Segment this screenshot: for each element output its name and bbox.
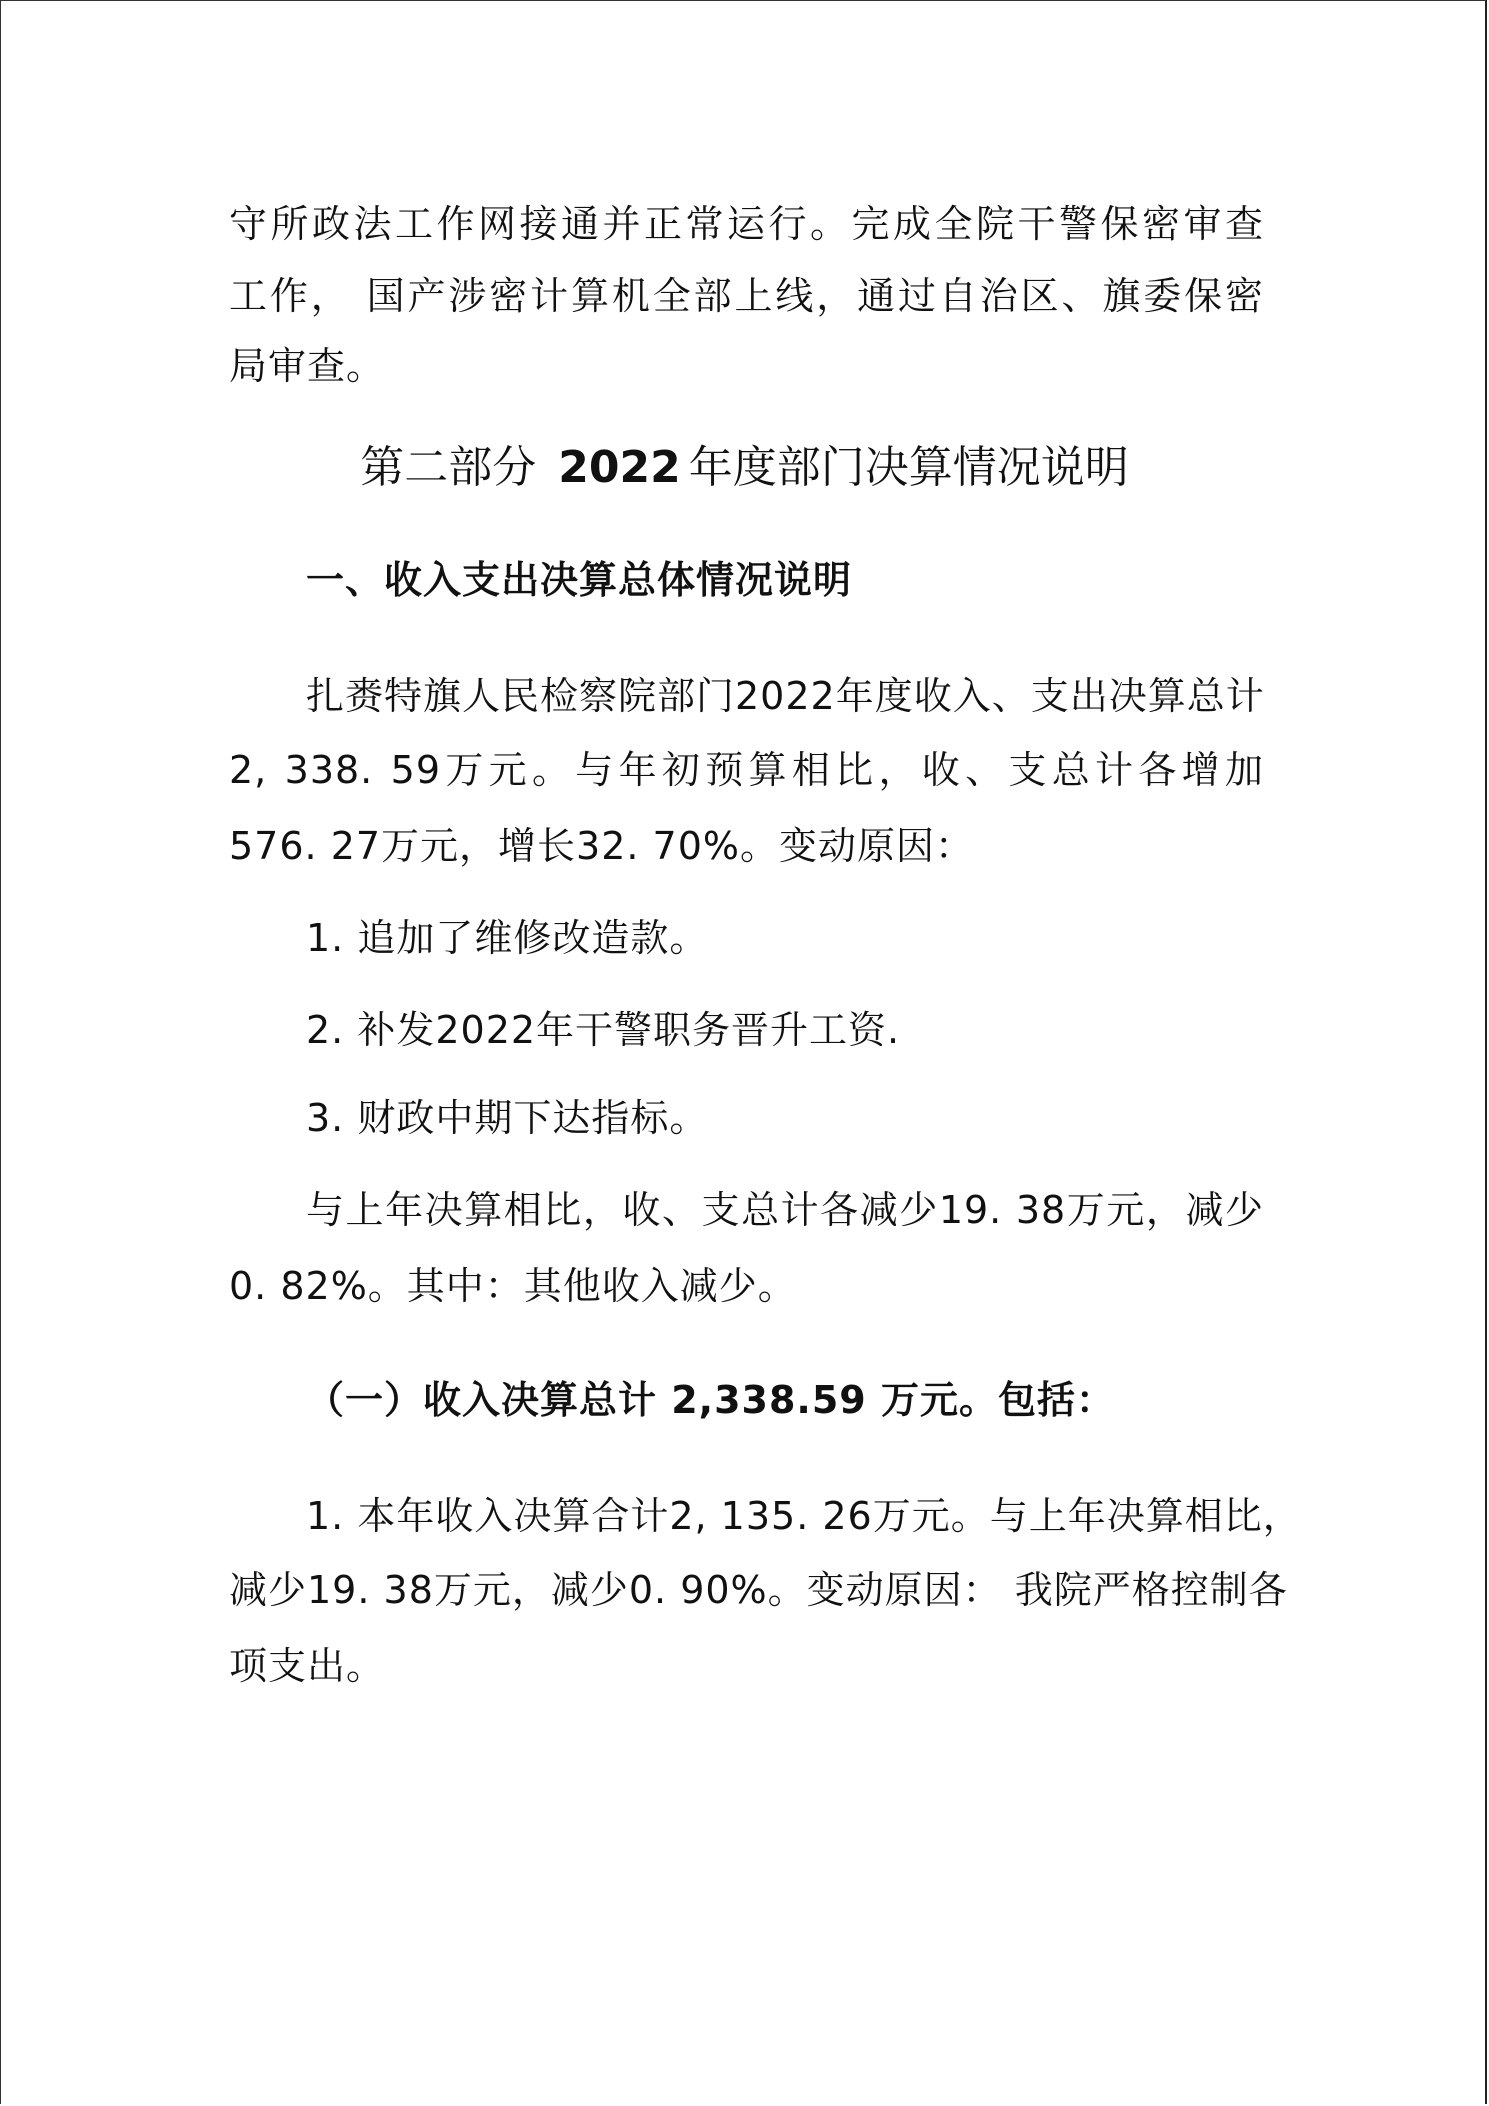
- part-heading: [0, 440, 1489, 496]
- body-text-line: 与上年决算相比，收、支总计各减少19. 38万元，减少: [306, 1188, 1264, 1232]
- subsection-heading: （一）收入决算总计 2,338.59 万元。包括：: [306, 1378, 1115, 1422]
- part-heading-suffix: 年度部门决算情况说明: [688, 442, 1129, 493]
- body-text-line: 扎赉特旗人民检察院部门2022年度收入、支出决算总计: [306, 674, 1265, 718]
- body-text-line: 1. 本年收入决算合计2, 135. 26万元。与上年决算相比，: [306, 1494, 1302, 1538]
- body-text-line: 576. 27万元，增长32. 70%。变动原因：: [229, 824, 975, 868]
- list-item: 3. 财政中期下达指标。: [306, 1096, 709, 1140]
- body-text-line: 工作， 国产涉密计算机全部上线，通过自治区、旗委保密: [229, 274, 1264, 318]
- body-text-line: 减少19. 38万元，减少0. 90%。变动原因： 我院严格控制各: [229, 1568, 1288, 1612]
- list-item: 1. 追加了维修改造款。: [306, 916, 709, 960]
- list-item: 2. 补发2022年干警职务晋升工资.: [306, 1008, 901, 1052]
- body-text-line: 0. 82%。其中：其他收入减少。: [229, 1264, 797, 1308]
- part-heading-prefix: 第二部分: [360, 442, 537, 493]
- body-text-line: 守所政法工作网接通并正常运行。完成全院干警保密审查: [229, 202, 1264, 246]
- body-text-line: 2, 338. 59万元。与年初预算相比，收、支总计各增加: [229, 748, 1264, 792]
- part-heading-year: 2022: [558, 442, 681, 493]
- body-text-line: 局审查。: [229, 344, 386, 388]
- body-text-line: 项支出。: [229, 1644, 386, 1688]
- section-heading: 一、收入支出决算总体情况说明: [306, 558, 853, 602]
